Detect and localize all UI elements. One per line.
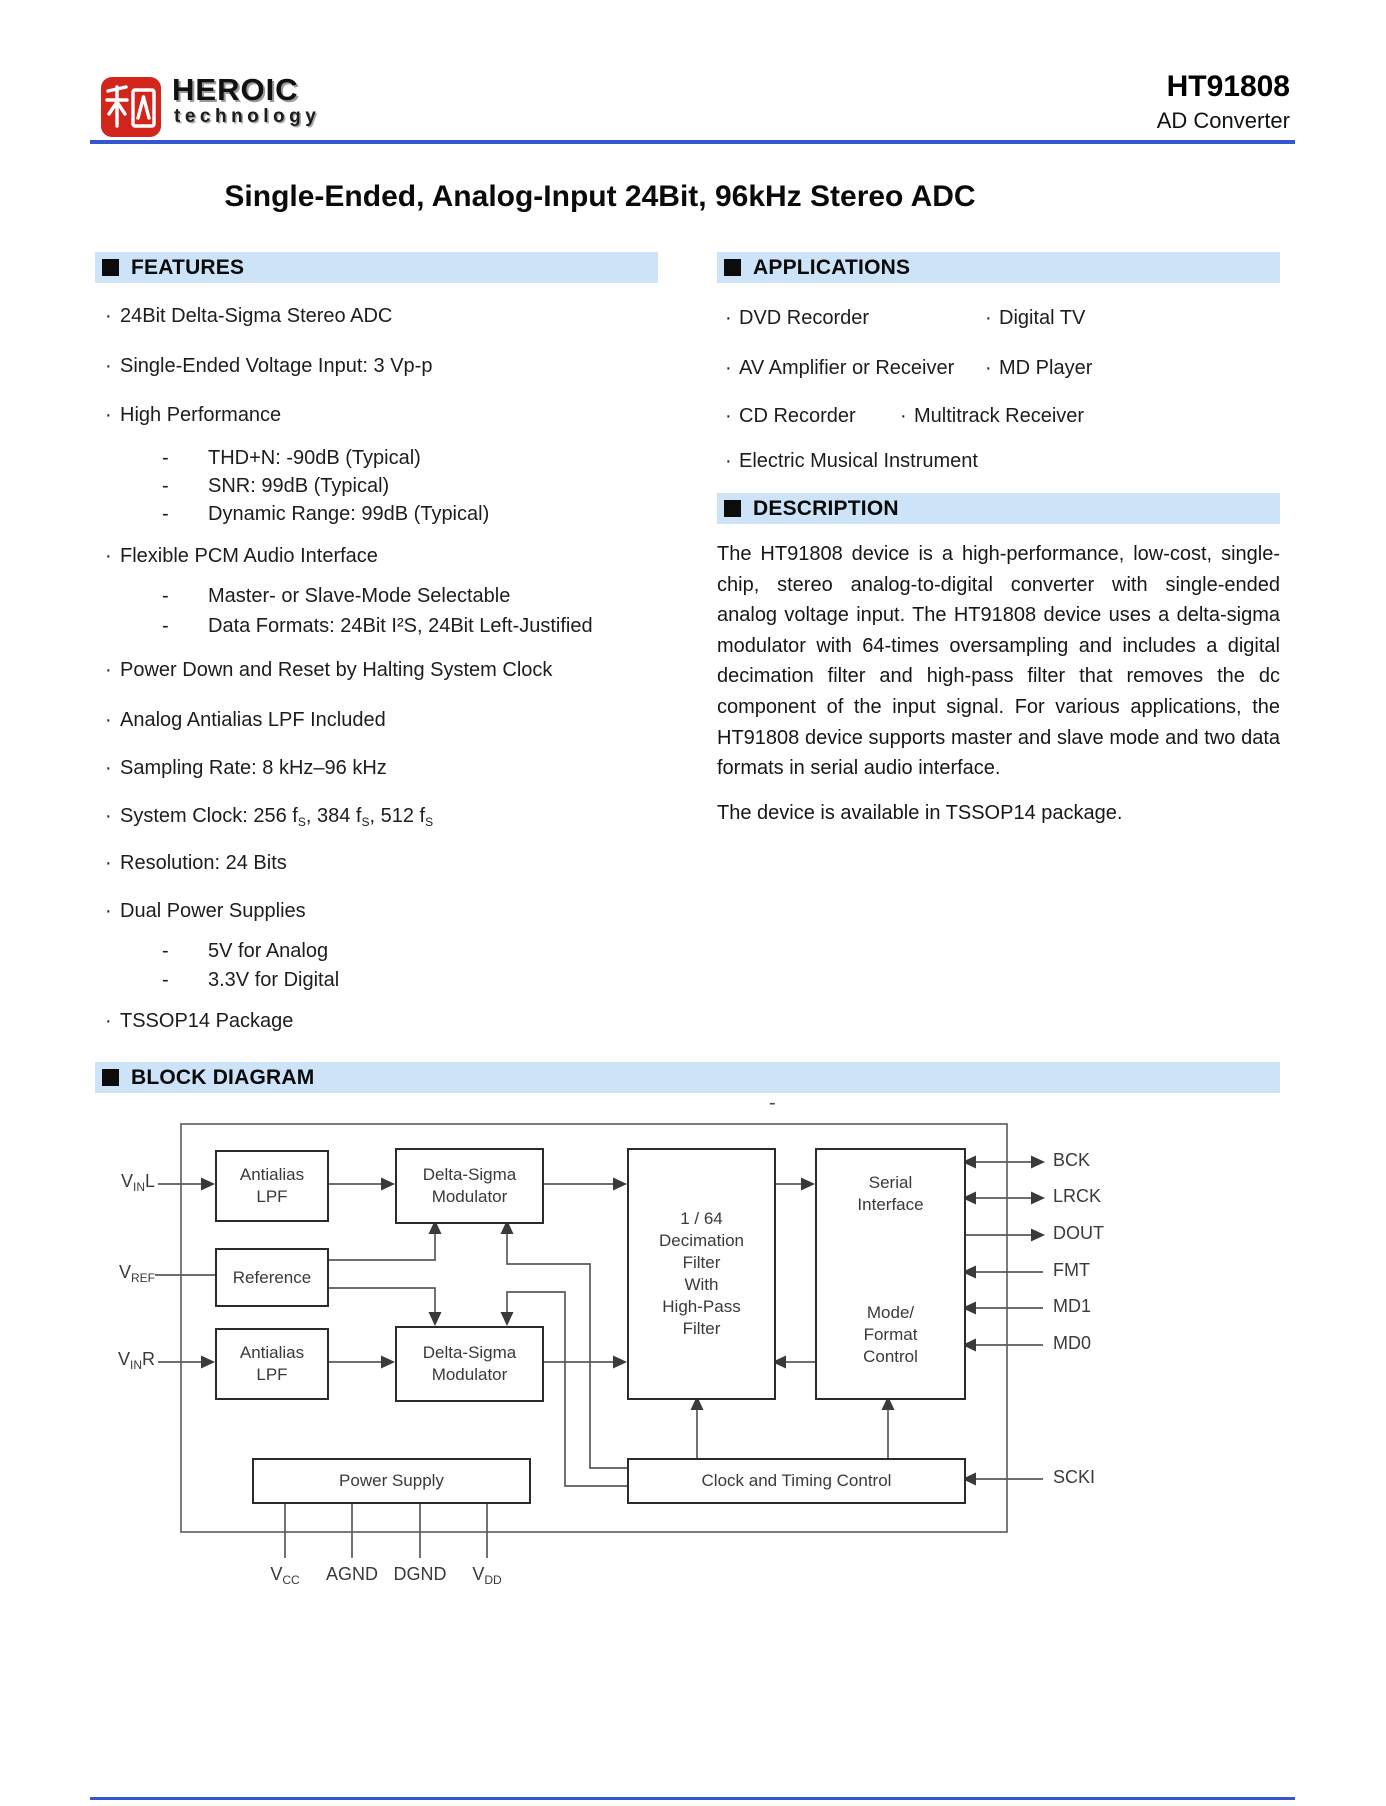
pin-vin-l: $V_{IN}L$ bbox=[120, 1171, 155, 1194]
page-title: Single-Ended, Analog-Input 24Bit, 96kHz Stereo ADC bbox=[224, 180, 976, 213]
pin-vref: $V_{REF}$ bbox=[118, 1262, 155, 1285]
pin-dgnd: DGND bbox=[393, 1564, 447, 1584]
pin-vin-r: $V_{IN}R$ bbox=[117, 1349, 155, 1372]
section-square-icon bbox=[102, 1069, 119, 1086]
pin-vdd: $V_{DD}$ bbox=[472, 1564, 502, 1587]
bullet-dash: - bbox=[162, 503, 169, 525]
brand-tagline: technology bbox=[174, 106, 321, 127]
applications-heading: APPLICATIONS bbox=[753, 255, 911, 279]
application-item: DVD Recorder bbox=[739, 307, 870, 329]
bullet-dot: · bbox=[725, 307, 732, 329]
bullet-dash: - bbox=[162, 969, 169, 991]
bullet-dot: · bbox=[725, 357, 732, 379]
block-power-supply: Power Supply bbox=[252, 1458, 531, 1504]
bullet-dot: · bbox=[900, 405, 907, 427]
features-list: · 24Bit Delta-Sigma Stereo ADC · Single-Ended Voltage Input: 3 Vp-p · High Performance - THD+N: -90dB (Typical) - SNR: 99dB (Typical) - Dynamic Range: 99dB (Typical) · Flexible PCM Audio Interface - Master- or Slave-Mode Selectable - Data Formats: 24Bit I²S, 24Bit Left-Justified · Power Down and Reset by Halting System Clock · Analog Antialias LPF Included · Sampling Rate: 8 kHz–96 kHz · System Clock: 256 $f_S$, 384 $f_S$, 512 $f_S$ · Resolution: 24 Bits · Dual Power Supplies - 5V for Analog - 3.3V for Digital · TSSOP14 Package bbox=[105, 305, 593, 1032]
pin-dout: DOUT bbox=[1053, 1223, 1104, 1243]
part-number: HT91808 bbox=[1166, 70, 1290, 103]
serial-interface-label: Serial Interface bbox=[857, 1173, 924, 1214]
block-clock-timing-control: Clock and Timing Control bbox=[627, 1458, 966, 1504]
features-section-header bbox=[95, 252, 658, 283]
applications-section-header bbox=[717, 252, 1280, 283]
application-item: AV Amplifier or Receiver bbox=[739, 357, 955, 379]
bullet-dot: · bbox=[985, 357, 992, 379]
description-paragraph-1: The HT91808 device is a high-performance, low-cost, single-chip, stereo analog-to-digital converter with single-ended analog voltage input. The HT91808 device uses a delta-sigma modulator with 64-times oversampling and includes a digital decimation filter and high-pass filter that removes the dc component of the input signal. For various applications, the HT91808 device supports master and slave mode and two data formats in serial audio interface. bbox=[717, 543, 1280, 780]
bullet-dash: - bbox=[162, 585, 169, 607]
bullet-dot: · bbox=[105, 852, 112, 874]
pin-md0: MD0 bbox=[1053, 1333, 1092, 1353]
pin-md1: MD1 bbox=[1053, 1296, 1092, 1316]
stray-dash-artifact: - bbox=[769, 1092, 776, 1114]
footer-rule bbox=[90, 1797, 1295, 1800]
application-item: MD Player bbox=[999, 357, 1093, 379]
section-square-icon bbox=[102, 259, 119, 276]
bullet-dash: - bbox=[162, 475, 169, 497]
pin-bck: BCK bbox=[1053, 1150, 1091, 1170]
bullet-dot: · bbox=[725, 405, 732, 427]
block-diagram-section-header bbox=[95, 1062, 1280, 1093]
part-type: AD Converter bbox=[1156, 108, 1290, 133]
block-diagram-heading: BLOCK DIAGRAM bbox=[131, 1065, 315, 1089]
block-antialias-lpf-left: Antialias LPF bbox=[215, 1150, 329, 1222]
block-delta-sigma-modulator-left: Delta-Sigma Modulator bbox=[395, 1148, 544, 1224]
block-serial-interface bbox=[815, 1148, 966, 1400]
bullet-dash: - bbox=[162, 940, 169, 962]
bullet-dot: · bbox=[105, 900, 112, 922]
heroic-logo bbox=[100, 76, 162, 138]
application-item: Electric Musical Instrument bbox=[739, 450, 978, 472]
bullet-dot: · bbox=[985, 307, 992, 329]
bullet-dash: - bbox=[162, 447, 169, 469]
applications-list bbox=[717, 283, 1280, 493]
bullet-dot: · bbox=[105, 545, 112, 567]
bullet-dot: · bbox=[105, 659, 112, 681]
bullet-dot: · bbox=[105, 757, 112, 779]
brand-name: HEROIC bbox=[172, 72, 299, 107]
block-antialias-lpf-right: Antialias LPF bbox=[215, 1328, 329, 1400]
header-rule bbox=[90, 140, 1295, 144]
bullet-dot: · bbox=[105, 709, 112, 731]
pin-lrck: LRCK bbox=[1053, 1186, 1102, 1206]
description-section-header bbox=[717, 493, 1280, 524]
block-decimation-filter: 1 / 64 Decimation Filter With High-Pass Filter bbox=[627, 1148, 776, 1400]
bullet-dot: · bbox=[725, 450, 732, 472]
application-item: CD Recorder bbox=[739, 405, 856, 427]
pin-agnd: AGND bbox=[325, 1564, 378, 1584]
block-reference: Reference bbox=[215, 1248, 329, 1307]
pin-scki: SCKI bbox=[1053, 1467, 1096, 1487]
description-section bbox=[717, 493, 1280, 828]
application-item: Multitrack Receiver bbox=[914, 405, 1085, 427]
features-heading: FEATURES bbox=[131, 255, 245, 279]
mode-format-control-label: Mode/ Format Control bbox=[863, 1303, 918, 1366]
bullet-dot: · bbox=[105, 1010, 112, 1032]
bullet-dash: - bbox=[162, 615, 169, 637]
section-square-icon bbox=[724, 500, 741, 517]
bullet-dot: · bbox=[105, 805, 112, 827]
bullet-dot: · bbox=[105, 355, 112, 377]
heroic-logo-seal bbox=[100, 76, 162, 138]
pin-fmt: FMT bbox=[1053, 1260, 1090, 1280]
application-item: Digital TV bbox=[999, 307, 1086, 329]
bullet-dot: · bbox=[105, 404, 112, 426]
description-heading: DESCRIPTION bbox=[753, 496, 899, 520]
pin-vcc: $V_{CC}$ bbox=[270, 1564, 300, 1587]
description-paragraph-2: The device is available in TSSOP14 package. bbox=[717, 801, 1123, 824]
block-delta-sigma-modulator-right: Delta-Sigma Modulator bbox=[395, 1326, 544, 1402]
section-square-icon bbox=[724, 259, 741, 276]
bullet-dot: · bbox=[105, 305, 112, 327]
block-diagram bbox=[95, 1092, 1165, 1618]
